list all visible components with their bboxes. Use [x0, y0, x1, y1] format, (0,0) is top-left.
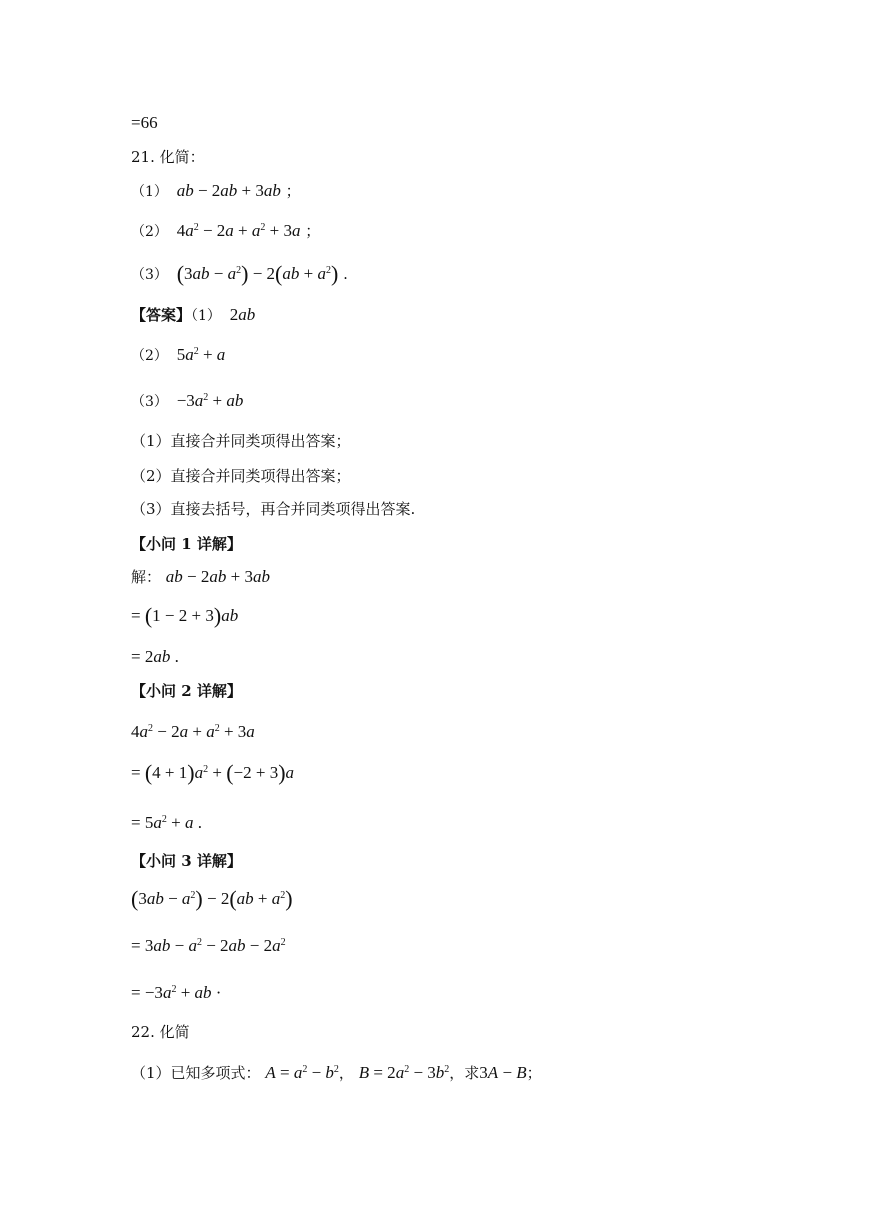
math-expression: = (1 − 2 + 3)ab: [131, 603, 239, 628]
heading-text: 【小问 1 详解】: [131, 535, 242, 553]
punctuation: ；: [305, 222, 321, 240]
math-expression-b: $B = 2a^2 - 3b^2$: [358, 1063, 450, 1082]
answer-part-2: [131, 345, 225, 366]
part-label: （1）已知多项式：: [131, 1064, 261, 1082]
problem-title-text: 22. 化简: [131, 1023, 190, 1041]
math-expression: = $-3a^2$ + ab: [131, 983, 212, 1002]
solution-3-step-3: [131, 983, 221, 1003]
solution-1-step-1: [131, 567, 270, 587]
solution-1-step-2: [131, 603, 239, 628]
math-expression: $-3a^2$ + ab: [176, 391, 244, 410]
subquestion-1-heading: [131, 534, 242, 554]
line-result-66: [131, 113, 158, 133]
math-expression: $(3ab - a^2) - 2(ab + a^2)$: [176, 261, 339, 286]
math-expression: = $5a^2 + a$: [131, 813, 194, 832]
solution-3-step-1: [131, 886, 293, 911]
solution-2-step-2: [131, 760, 295, 785]
answer-part-1: [131, 305, 255, 326]
punctuation: ·: [215, 983, 222, 1002]
heading-text: 【小问 2 详解】: [131, 682, 242, 700]
analysis-line-3: [131, 499, 415, 519]
problem-21-part-2: [131, 221, 320, 242]
math-expression: $4a^2 - 2a + a^2 + 3a$: [131, 722, 255, 741]
solution-1-step-3: [131, 647, 179, 667]
problem-title-text: 21. 化简：: [131, 148, 205, 166]
math-expression: $4a^2 - 2a + a^2 + 3a$: [176, 221, 301, 240]
math-expression: ab − 2ab + 3ab: [165, 567, 270, 586]
analysis-text: （1）直接合并同类项得出答案；: [131, 432, 351, 450]
punctuation: ；: [526, 1064, 542, 1082]
analysis-text: （3）直接去括号，再合并同类项得出答案.: [131, 500, 416, 518]
solution-label: 解：: [131, 568, 162, 586]
math-expression: $(3ab - a^2) - 2(ab + a^2)$: [131, 886, 293, 911]
problem-21-title: [131, 147, 205, 167]
math-expression: = 2ab: [131, 647, 171, 666]
answer-heading: 【答案】: [131, 306, 192, 324]
part-label: （3）: [131, 394, 168, 410]
problem-22-title: [131, 1022, 190, 1042]
separator: ，: [338, 1064, 354, 1082]
math-expression: $5a^2 + a$: [176, 345, 226, 364]
separator: ，求: [449, 1064, 480, 1082]
part-label: （1）: [131, 184, 168, 200]
analysis-text: （2）直接合并同类项得出答案；: [131, 467, 351, 485]
solution-2-step-1: [131, 722, 255, 742]
part-label: （2）: [131, 348, 168, 364]
analysis-line-2: [131, 466, 351, 486]
solution-3-step-2: [131, 936, 286, 956]
heading-text: 【小问 3 详解】: [131, 852, 242, 870]
result-text: =66: [131, 113, 158, 132]
math-expression: ab − 2ab + 3ab: [176, 181, 281, 200]
part-label: （1）: [191, 308, 221, 324]
subquestion-3-heading: [131, 851, 242, 871]
solution-2-step-3: [131, 813, 202, 833]
problem-21-part-1: [131, 181, 301, 202]
problem-21-part-3: [131, 261, 348, 286]
problem-22-part-1: [131, 1063, 542, 1083]
punctuation: .: [343, 265, 348, 283]
punctuation: .: [174, 647, 179, 666]
math-expression: 2ab: [229, 305, 256, 324]
math-expression-a: $A = a^2 - b^2$: [265, 1063, 339, 1082]
math-expression-target: 3A − B: [479, 1063, 527, 1082]
answer-part-3: [131, 391, 243, 412]
punctuation: .: [197, 813, 202, 832]
part-label: （2）: [131, 224, 168, 240]
subquestion-2-heading: [131, 681, 242, 701]
math-expression: = $3ab - a^2 - 2ab - 2a^2$: [131, 936, 286, 955]
punctuation: ；: [285, 182, 301, 200]
math-expression: = $(4 + 1)a^2 + (-2 + 3)a$: [131, 760, 295, 785]
part-label: （3）: [131, 267, 168, 283]
analysis-line-1: [131, 431, 351, 451]
